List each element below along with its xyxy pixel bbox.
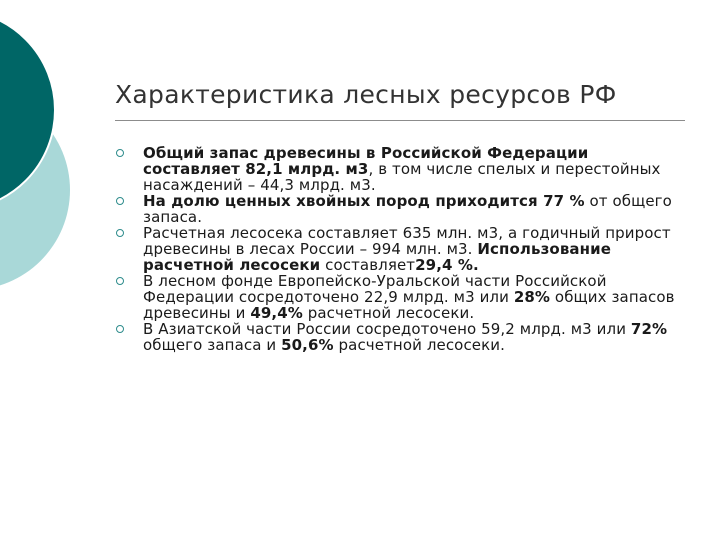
bullet-plain-text: расчетной лесосеки. bbox=[302, 304, 475, 322]
dark-teal-circle bbox=[0, 10, 55, 210]
bullet-plain-text: общих запасов древесины и bbox=[143, 288, 675, 322]
bullet-bold-text: 49,4% bbox=[250, 304, 303, 322]
bullet-bold-text: 29,4 %. bbox=[415, 256, 479, 274]
bullet-bold-text: 72% bbox=[630, 320, 668, 338]
hollow-circle-bullet-icon bbox=[116, 197, 124, 205]
hollow-circle-bullet-icon bbox=[116, 229, 124, 237]
hollow-circle-bullet-icon bbox=[116, 149, 124, 157]
light-teal-circle bbox=[0, 90, 70, 290]
bullet-plain-text: В лесном фонде Европейско-Уральской части Российской Федерации сосредоточено 22,9 млрд. м3 или bbox=[143, 272, 607, 306]
bullet-plain-text: Расчетная лесосека составляет 635 млн. м3, а годичный прирост древесины в лесах России – 994 млн. м3. bbox=[143, 224, 671, 258]
bullet-bold-text: 28% bbox=[513, 288, 551, 306]
bullet-plain-text: расчетной лесосеки. bbox=[333, 336, 506, 354]
white-ring bbox=[0, 10, 55, 210]
bullet-plain-text: В Азиатской части России сосредоточено 59,2 млрд. м3 или bbox=[143, 320, 631, 338]
bullet-item bbox=[115, 321, 685, 353]
bullet-bold-text: Использование расчетной лесосеки bbox=[143, 240, 611, 274]
bullet-text bbox=[143, 224, 671, 274]
bullet-text bbox=[143, 272, 675, 322]
bullet-plain-text: общего запаса и bbox=[143, 336, 282, 354]
bullet-item bbox=[115, 145, 685, 193]
title-divider bbox=[115, 120, 685, 121]
bullet-list bbox=[115, 145, 685, 353]
bullet-bold-text: 50,6% bbox=[281, 336, 334, 354]
bullet-bold-text: Общий запас древесины в Российской Федерации составляет 82,1 млрд. м3 bbox=[143, 144, 589, 178]
bullet-item bbox=[115, 193, 685, 225]
bullet-text bbox=[143, 144, 661, 194]
bullet-item bbox=[115, 273, 685, 321]
bullet-plain-text: от общего запаса. bbox=[143, 192, 672, 226]
bullet-text bbox=[143, 320, 667, 354]
hollow-circle-bullet-icon bbox=[116, 277, 124, 285]
hollow-circle-bullet-icon bbox=[116, 325, 124, 333]
bullet-bold-text: На долю ценных хвойных пород приходится 77 % bbox=[143, 192, 585, 210]
bullet-plain-text: составляет bbox=[320, 256, 416, 274]
bullet-plain-text: , в том числе спелых и перестойных насаждений – 44,3 млрд. м3. bbox=[143, 160, 661, 194]
slide-title: Характеристика лесных ресурсов РФ bbox=[115, 80, 617, 109]
bullet-text bbox=[143, 192, 672, 226]
decorative-circles bbox=[0, 0, 80, 300]
bullet-item bbox=[115, 225, 685, 273]
